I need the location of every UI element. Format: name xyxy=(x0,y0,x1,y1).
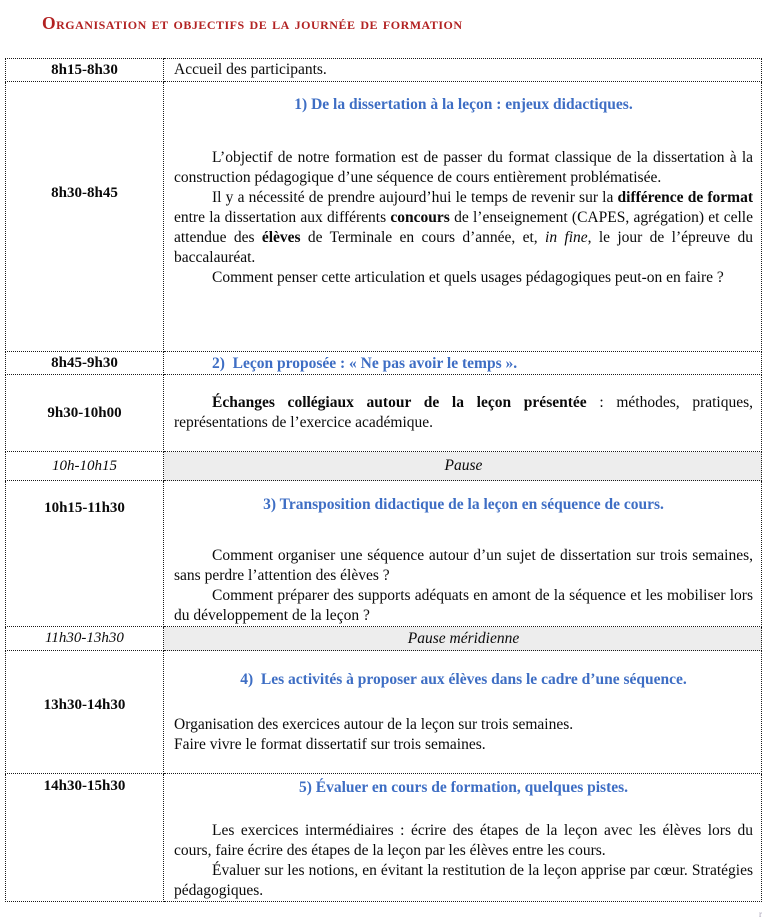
time-cell: 11h30-13h30 xyxy=(6,627,164,651)
table-row-echanges xyxy=(6,375,762,452)
paragraph: Comment penser cette articulation et quels usages pédagogiques peut-on en faire ? xyxy=(212,269,724,286)
content-cell: Accueil des participants. xyxy=(164,59,762,82)
time-cell: 14h30-15h30 xyxy=(6,774,164,902)
table-row-session-3 xyxy=(6,481,762,627)
time-cell: 8h45-9h30 xyxy=(6,352,164,375)
content-cell xyxy=(164,774,762,902)
table-row-session-2 xyxy=(6,352,762,375)
section-heading-4: 4) Les activités à proposer aux élèves dans le cadre d’une séquence. xyxy=(240,671,687,688)
time-cell: 10h-10h15 xyxy=(6,452,164,481)
content-cell xyxy=(164,651,762,774)
content-cell xyxy=(164,481,762,627)
table-row-session-5 xyxy=(6,774,762,902)
paragraph: Les exercices intermédiaires : écrire des étapes de la leçon avec les élèves lors du cours, faire écrire des étapes de la leçon par les élèves entre les cours. xyxy=(174,822,753,859)
content-cell xyxy=(164,352,762,375)
time-cell: 9h30-10h00 xyxy=(6,375,164,452)
section-heading-3: 3) Transposition didactique de la leçon en séquence de cours. xyxy=(263,496,664,513)
body-line: Organisation des exercices autour de la leçon sur trois semaines. xyxy=(174,716,574,733)
paragraph: Il y a nécessité de prendre aujourd’hui le temps de revenir sur la différence de format entre la dissertation aux différents concours de l’enseignement (CAPES, agrégation) et celle attendue des élèves de Terminale en cours d’année, et, in fine, le jour de l’épreuve du baccalauréat. xyxy=(174,189,753,266)
schedule-table xyxy=(5,58,762,902)
time-cell: 10h15-11h30 xyxy=(6,481,164,627)
content-cell xyxy=(164,82,762,352)
time-cell: 8h30-8h45 xyxy=(6,82,164,352)
table-row-pause-meridienne xyxy=(6,627,762,651)
paragraph: Comment préparer des supports adéquats en amont de la séquence et les mobiliser lors du développement de la leçon ? xyxy=(174,587,753,624)
section-heading-2: 2) Leçon proposée : « Ne pas avoir le temps ». xyxy=(212,354,518,372)
paragraph: L’objectif de notre formation est de passer du format classique de la dissertation à la construction pédagogique d’une séquence de cours entièrement problématisée. xyxy=(174,149,753,186)
paragraph: Échanges collégiaux autour de la leçon présentée : méthodes, pratiques, représentations de l’exercice académique. xyxy=(174,394,754,431)
stray-mark: r xyxy=(759,909,762,919)
table-row-session-1 xyxy=(6,82,762,352)
section-heading-1: 1) De la dissertation à la leçon : enjeux didactiques. xyxy=(294,96,633,113)
pause-label: Pause xyxy=(164,452,762,481)
pause-label: Pause méridienne xyxy=(164,627,762,651)
paragraph: Évaluer sur les notions, en évitant la restitution de la leçon apprise par cœur. Stratégies pédagogiques. xyxy=(174,862,753,899)
table-row-pause xyxy=(6,452,762,481)
schedule-body xyxy=(6,59,762,902)
paragraph: Comment organiser une séquence autour d’un sujet de dissertation sur trois semaines, sans perdre l’attention des élèves ? xyxy=(174,547,753,584)
time-cell: 13h30-14h30 xyxy=(6,651,164,774)
table-row-session-4 xyxy=(6,651,762,774)
page-title: Organisation et objectifs de la journée de formation xyxy=(42,13,463,33)
table-row-accueil xyxy=(6,59,762,82)
section-heading-5: 5) Évaluer en cours de formation, quelques pistes. xyxy=(298,779,629,796)
content-cell xyxy=(164,375,762,452)
time-cell: 8h15-8h30 xyxy=(6,59,164,82)
body-line: Faire vivre le format dissertatif sur trois semaines. xyxy=(174,736,486,753)
